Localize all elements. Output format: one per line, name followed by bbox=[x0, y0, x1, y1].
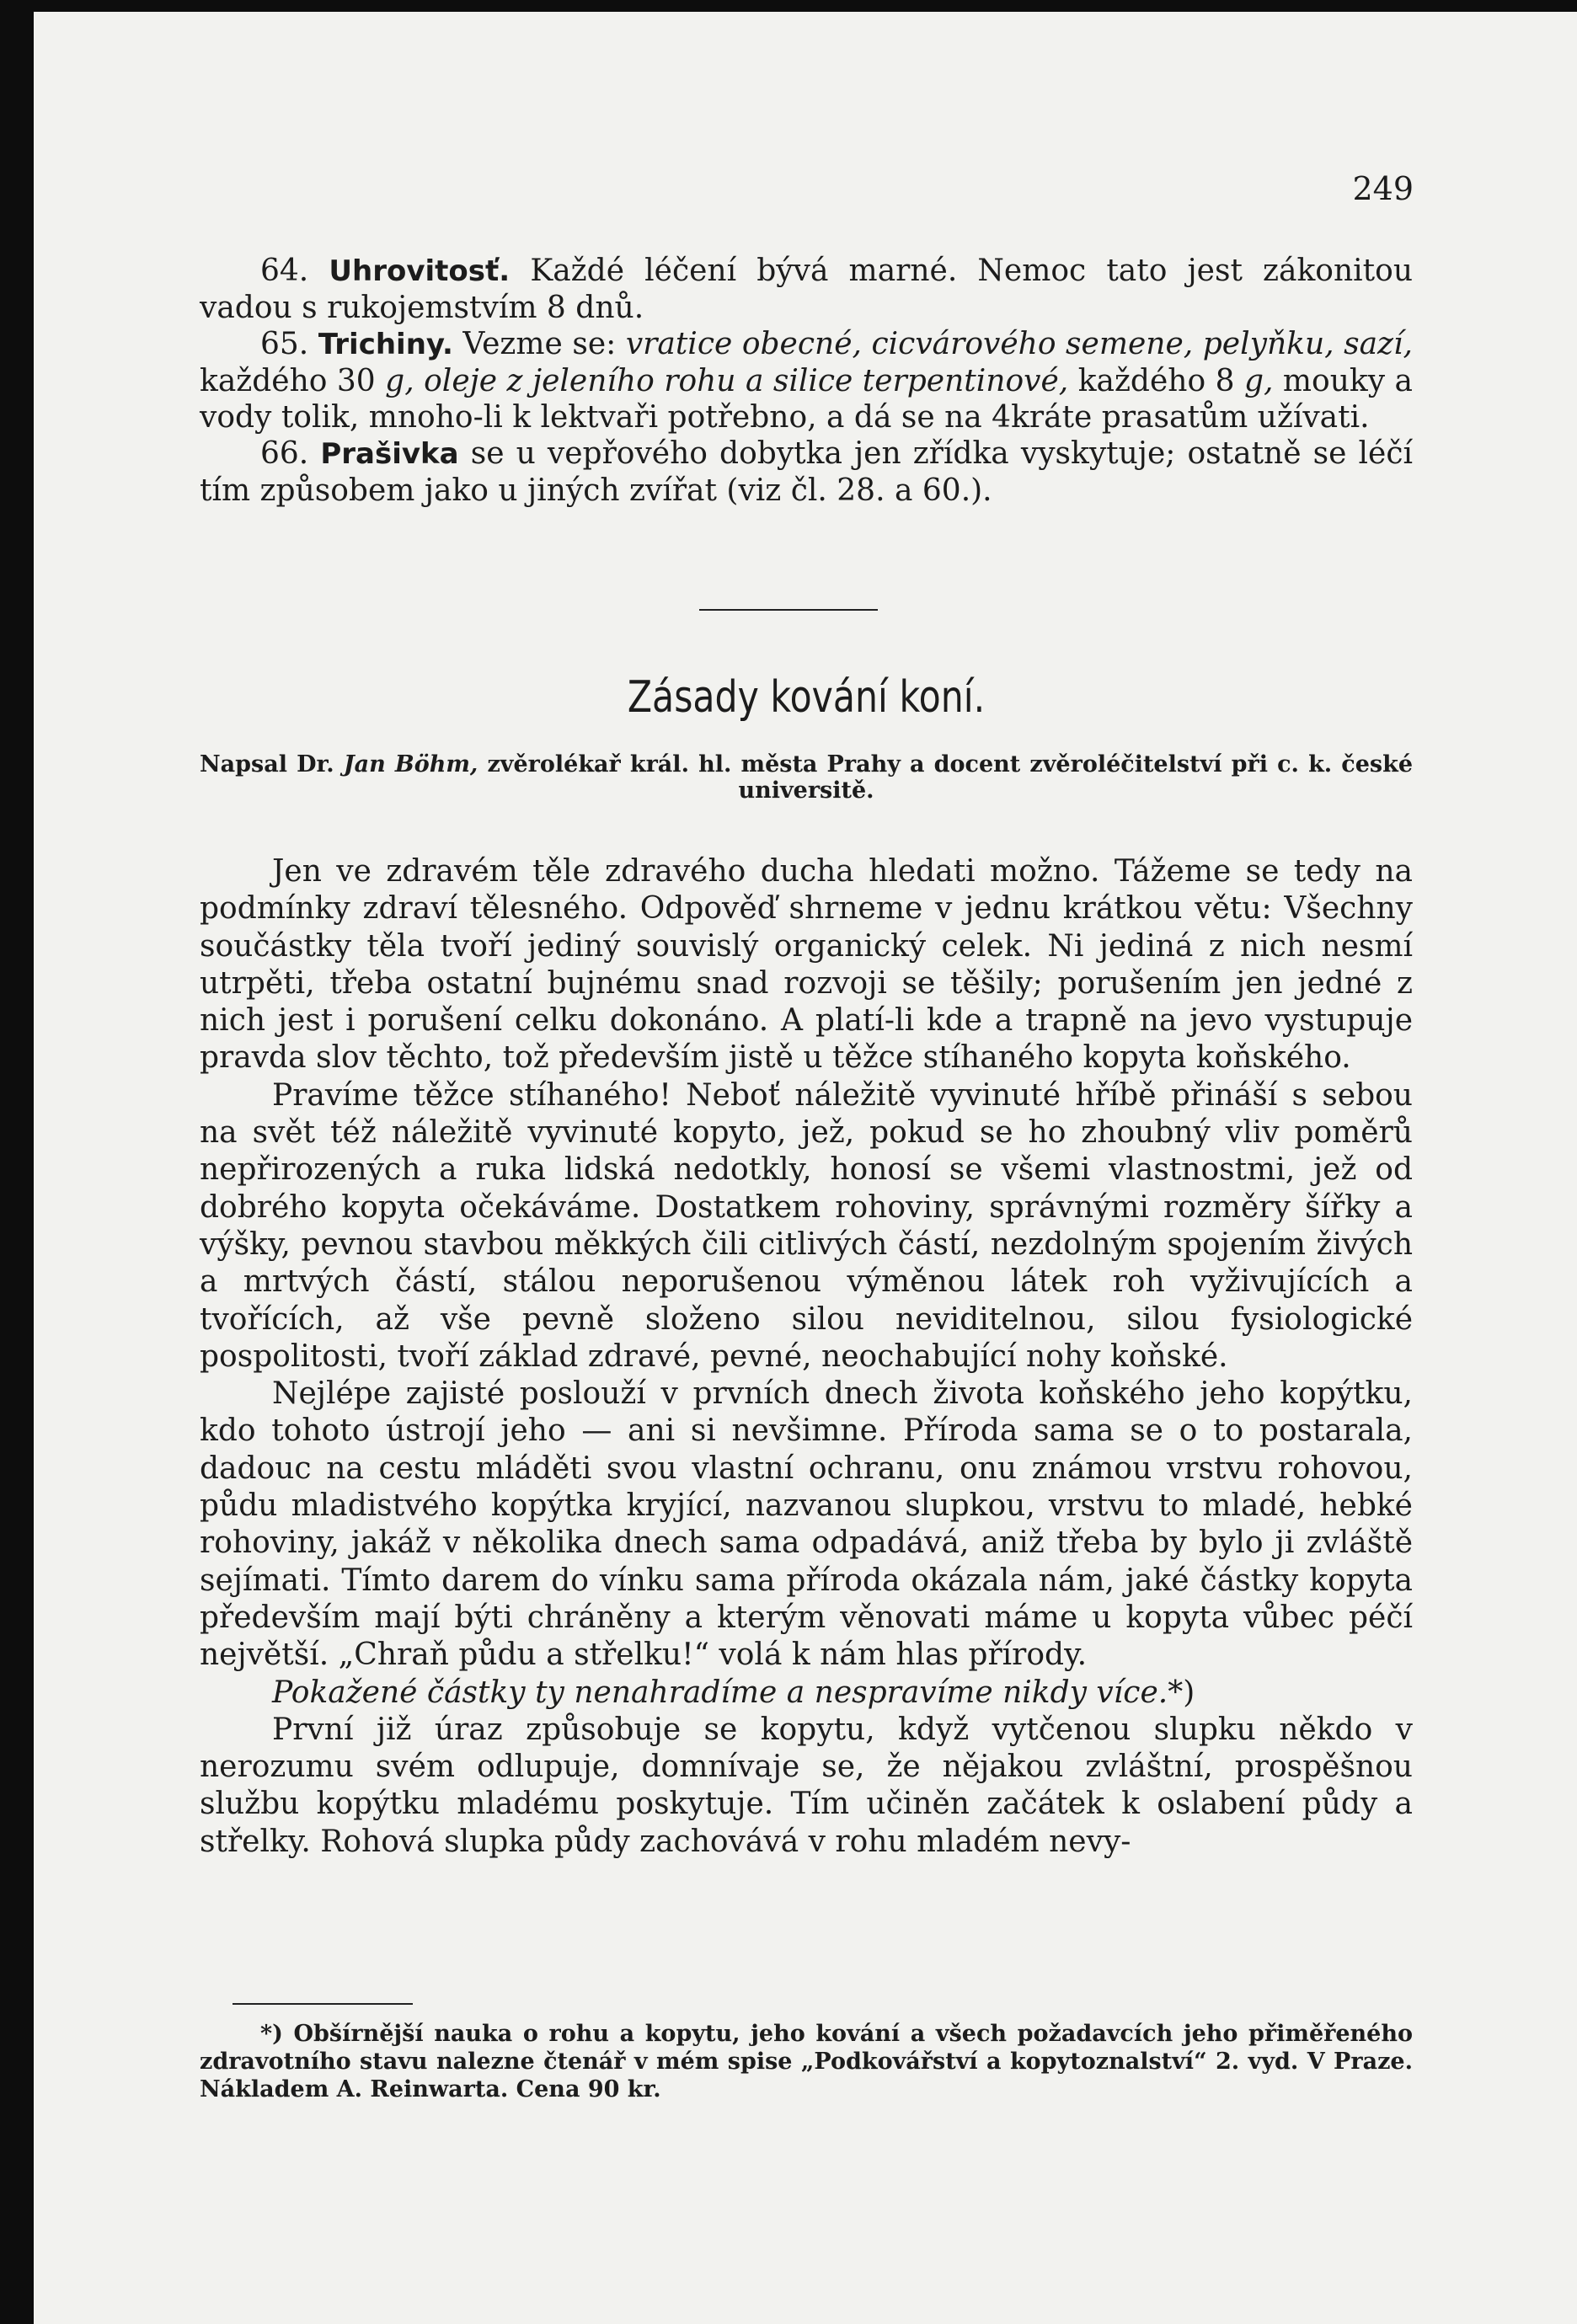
byline-affiliation: zvěrolékař král. hl. města Prahy a docent zvěroléčitelství při c. k. české universitě. bbox=[487, 751, 1414, 804]
entry-66 bbox=[200, 435, 1413, 509]
body-paragraph: Pravíme těžce stíhaného! Neboť náležitě vyvinuté hříbě přináší s sebou na svět též náležitě vyvinuté kopyto, jež, pokud se ho zhoubný vliv poměrů nepřirozených a ruka lidská nedotkly, honosí se všemi vlastnostmi, jež od dobrého kopyta očekáváme. Dostatkem rohoviny, správnými rozměry šířky a výšky, pevnou stavbou měkkých čili citlivých částí, nezdolným spojením živých a mrtvých částí, stálou neporušenou výměnou látek roh vyživujících a tvořících, až vše pevně složeno silou neviditelnou, silou fysiologické pospolitosti, tvoří základ zdravé, pevné, neochabující nohy koňské. bbox=[200, 1077, 1413, 1374]
footnote-marker: *) bbox=[1168, 1675, 1195, 1710]
entry-text-italic: g, bbox=[385, 364, 414, 398]
page-number: 249 bbox=[1352, 170, 1414, 207]
body-paragraph: První již úraz způsobuje se kopytu, když vytčenou slupku někdo v nerozumu svém odlupuje, domnívaje se, že nějakou zvláštní, prospěšnou službu kopýtku mladému poskytuje. Tím učiněn začátek k oslabení půdy a střelky. Rohová slupka půdy zachovává v rohu mladém nevy- bbox=[200, 1712, 1413, 1859]
entry-65 bbox=[200, 326, 1413, 435]
section-separator bbox=[699, 609, 878, 611]
entry-text: každého 30 bbox=[200, 364, 376, 398]
book-page bbox=[34, 12, 1577, 2324]
entry-text-italic: g, bbox=[1243, 364, 1274, 398]
entry-text-italic: oleje z jeleního rohu a silice terpentinové, bbox=[424, 364, 1069, 398]
entry-title: Trichiny. bbox=[318, 328, 453, 361]
entry-64 bbox=[200, 253, 1413, 326]
entry-number: 66. bbox=[260, 436, 309, 471]
entry-title: Uhrovitosť. bbox=[329, 254, 511, 288]
footnote-rule bbox=[233, 2003, 413, 2005]
body-paragraph: Nejlépe zajisté poslouží v prvních dnech života koňského jeho kopýtku, kdo tohoto ústrojí jeho — ani si nevšimne. Příroda sama se o to postarala, dadouc na cestu mláděti svou vlastní ochranu, onu známou vrstvu rohovou, půdu mladistvého kopýtka kryjící, nazvanou slupkou, vrstvu to mladé, hebké rohoviny, jakáž v několika dnech sama odpadává, aniž třeba by bylo ji zvláště sejímati. Tímto darem do vínku sama příroda okázala nám, jaké částky kopyta především mají býti chráněny a kterým věnovati máme u kopyta vůbec péčí největší. „Chraň půdu a střelku!“ volá k nám hlas přírody. bbox=[200, 1376, 1413, 1673]
entry-text: Každé léčení bývá marné. Nemoc tato jest zákonitou vadou s rukojemstvím 8 dnů. bbox=[200, 254, 1414, 325]
article-body bbox=[200, 853, 1413, 1861]
emphasis-paragraph bbox=[200, 1675, 1413, 1712]
entry-number: 64. bbox=[260, 254, 309, 288]
footnote: *) Obšírnější nauka o rohu a kopytu, jeho kování a všech požadavcích jeho přiměřeného zdravotního stavu nalezne čtenář v mém spise „Podkovářství a kopytoznalství“ 2. vyd. V Praze. Nákladem A. Reinwarta. Cena 90 kr. bbox=[200, 2021, 1413, 2102]
entry-text: každého 8 bbox=[1077, 364, 1235, 398]
entry-title: Prašivka bbox=[320, 437, 459, 471]
entry-text: Vezme se: bbox=[462, 327, 617, 361]
body-paragraph: Jen ve zdravém těle zdravého ducha hledati možno. Tážeme se tedy na podmínky zdraví tělesného. Odpověď shrneme v jednu krátkou větu: Všechny součástky těla tvoří jediný souvislý organický celek. Ni jediná z nich nesmí utrpěti, třeba ostatní bujnému snad rozvoji se těšily; porušením jen jedné z nich jest i porušení celku dokonáno. A platí-li kde a trapně na jevo vystupuje pravda slov těchto, tož především jistě u těžce stíhaného kopyta koňského. bbox=[200, 854, 1413, 1076]
byline-prefix: Napsal Dr. bbox=[200, 751, 334, 777]
veterinary-entries bbox=[200, 253, 1413, 509]
entry-text: mouky a vody tolik, mnoho-li k lektvaři potřebno, a dá se na 4kráte prasatům užívati. bbox=[200, 364, 1413, 435]
entry-text: se u vepřového dobytka jen zřídka vyskytuje; ostatně se léčí tím způsobem jako u jiných zvířat (viz čl. 28. a 60.). bbox=[200, 436, 1413, 508]
article-title: Zásady kování koní. bbox=[627, 672, 986, 723]
entry-text-italic: vratice obecné, cicvárového semene, pelyňku, sazí, bbox=[625, 327, 1413, 361]
emphasis-text: Pokažené částky ty nenahradíme a nespravíme nikdy více. bbox=[272, 1675, 1168, 1710]
byline-author: Jan Böhm, bbox=[343, 751, 478, 777]
article-byline bbox=[200, 751, 1413, 804]
entry-number: 65. bbox=[260, 327, 309, 361]
